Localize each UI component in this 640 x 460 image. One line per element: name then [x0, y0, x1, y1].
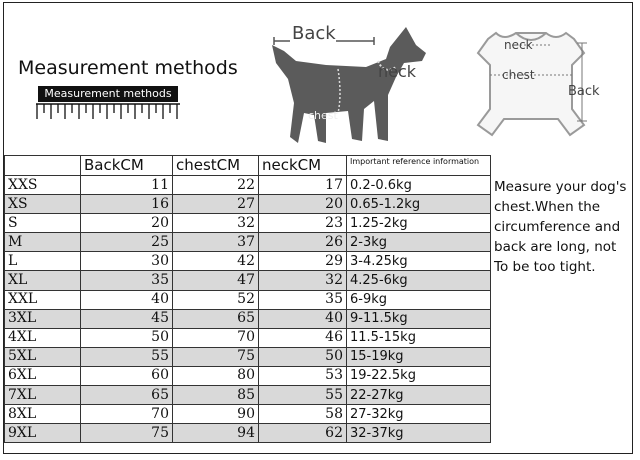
neck-cell: 58 [259, 405, 347, 424]
table-row [5, 176, 491, 195]
header-neck: neckCM [259, 156, 347, 176]
neck-cell: 32 [259, 271, 347, 290]
back-cell: 11 [81, 176, 173, 195]
weight-cell: 3-4.25kg [347, 252, 491, 271]
shirt-back-label: Back [568, 84, 600, 99]
chest-cell: 32 [173, 214, 259, 233]
back-cell: 60 [81, 366, 173, 385]
weight-cell: 0.65-1.2kg [347, 195, 491, 214]
weight-cell: 11.5-15kg [347, 328, 491, 347]
table-row [5, 252, 491, 271]
table-row [5, 290, 491, 309]
size-cell: 6XL [5, 366, 81, 385]
chest-cell: 52 [173, 290, 259, 309]
weight-cell: 27-32kg [347, 405, 491, 424]
chest-cell: 94 [173, 424, 259, 443]
chest-cell: 22 [173, 176, 259, 195]
table-row [5, 405, 491, 424]
neck-cell: 55 [259, 386, 347, 405]
chest-cell: 80 [173, 366, 259, 385]
size-cell: XL [5, 271, 81, 290]
size-cell: XXS [5, 176, 81, 195]
size-cell: 5XL [5, 347, 81, 366]
weight-cell: 1.25-2kg [347, 214, 491, 233]
back-cell: 20 [81, 214, 173, 233]
size-cell: S [5, 214, 81, 233]
back-cell: 40 [81, 290, 173, 309]
chest-cell: 75 [173, 347, 259, 366]
table-row [5, 328, 491, 347]
header-section [4, 3, 632, 155]
weight-cell: 32-37kg [347, 424, 491, 443]
neck-cell: 53 [259, 366, 347, 385]
table-row [5, 233, 491, 252]
back-cell: 35 [81, 271, 173, 290]
neck-cell: 62 [259, 424, 347, 443]
back-cell: 16 [81, 195, 173, 214]
back-cell: 25 [81, 233, 173, 252]
back-cell: 75 [81, 424, 173, 443]
neck-cell: 29 [259, 252, 347, 271]
size-cell: XS [5, 195, 81, 214]
neck-cell: 26 [259, 233, 347, 252]
chest-cell: 65 [173, 309, 259, 328]
table-row [5, 424, 491, 443]
dog-back-label: Back [292, 23, 336, 44]
neck-cell: 46 [259, 328, 347, 347]
neck-cell: 17 [259, 176, 347, 195]
ruler-label: Measurement methods [38, 86, 178, 102]
back-cell: 30 [81, 252, 173, 271]
chest-cell: 85 [173, 386, 259, 405]
size-cell: 4XL [5, 328, 81, 347]
size-chart-frame [3, 2, 633, 454]
header-reference-info: Important reference information [347, 156, 491, 176]
chest-cell: 90 [173, 405, 259, 424]
fit-note: Measure your dog's chest.When the circumference and back are long, not To be too tight. [494, 179, 627, 275]
page-title: Measurement methods [18, 57, 238, 79]
back-cell: 70 [81, 405, 173, 424]
chest-cell: 47 [173, 271, 259, 290]
weight-cell: 0.2-0.6kg [347, 176, 491, 195]
header-back: BackCM [81, 156, 173, 176]
neck-cell: 35 [259, 290, 347, 309]
table-row [5, 366, 491, 385]
table-row [5, 214, 491, 233]
weight-cell: 22-27kg [347, 386, 491, 405]
neck-cell: 50 [259, 347, 347, 366]
table-row [5, 195, 491, 214]
dog-silhouette-icon [266, 17, 436, 149]
back-cell: 45 [81, 309, 173, 328]
chest-cell: 27 [173, 195, 259, 214]
back-cell: 55 [81, 347, 173, 366]
table-row [5, 386, 491, 405]
dog-chest-label: chest [308, 109, 338, 122]
ruler-ticks [34, 85, 182, 127]
size-cell: 7XL [5, 386, 81, 405]
size-cell: 8XL [5, 405, 81, 424]
dog-shirt-diagram-icon [456, 13, 606, 145]
shirt-neck-label: neck [504, 38, 533, 52]
size-cell: M [5, 233, 81, 252]
weight-cell: 15-19kg [347, 347, 491, 366]
table-header-row [5, 156, 491, 176]
weight-cell: 19-22.5kg [347, 366, 491, 385]
table-row [5, 309, 491, 328]
header-size [5, 156, 81, 176]
size-cell: 3XL [5, 309, 81, 328]
weight-cell: 2-3kg [347, 233, 491, 252]
measuring-tape-icon [34, 85, 182, 127]
chest-cell: 37 [173, 233, 259, 252]
size-cell: XXL [5, 290, 81, 309]
weight-cell: 9-11.5kg [347, 309, 491, 328]
neck-cell: 20 [259, 195, 347, 214]
weight-cell: 4.25-6kg [347, 271, 491, 290]
table-row [5, 271, 491, 290]
chest-cell: 70 [173, 328, 259, 347]
weight-cell: 6-9kg [347, 290, 491, 309]
dog-neck-label: neck [378, 62, 417, 81]
chest-cell: 42 [173, 252, 259, 271]
back-cell: 65 [81, 386, 173, 405]
size-cell: 9XL [5, 424, 81, 443]
neck-cell: 40 [259, 309, 347, 328]
back-cell: 50 [81, 328, 173, 347]
size-table [4, 155, 491, 443]
size-cell: L [5, 252, 81, 271]
header-chest: chestCM [173, 156, 259, 176]
table-row [5, 347, 491, 366]
neck-cell: 23 [259, 214, 347, 233]
shirt-chest-label: chest [502, 68, 535, 82]
